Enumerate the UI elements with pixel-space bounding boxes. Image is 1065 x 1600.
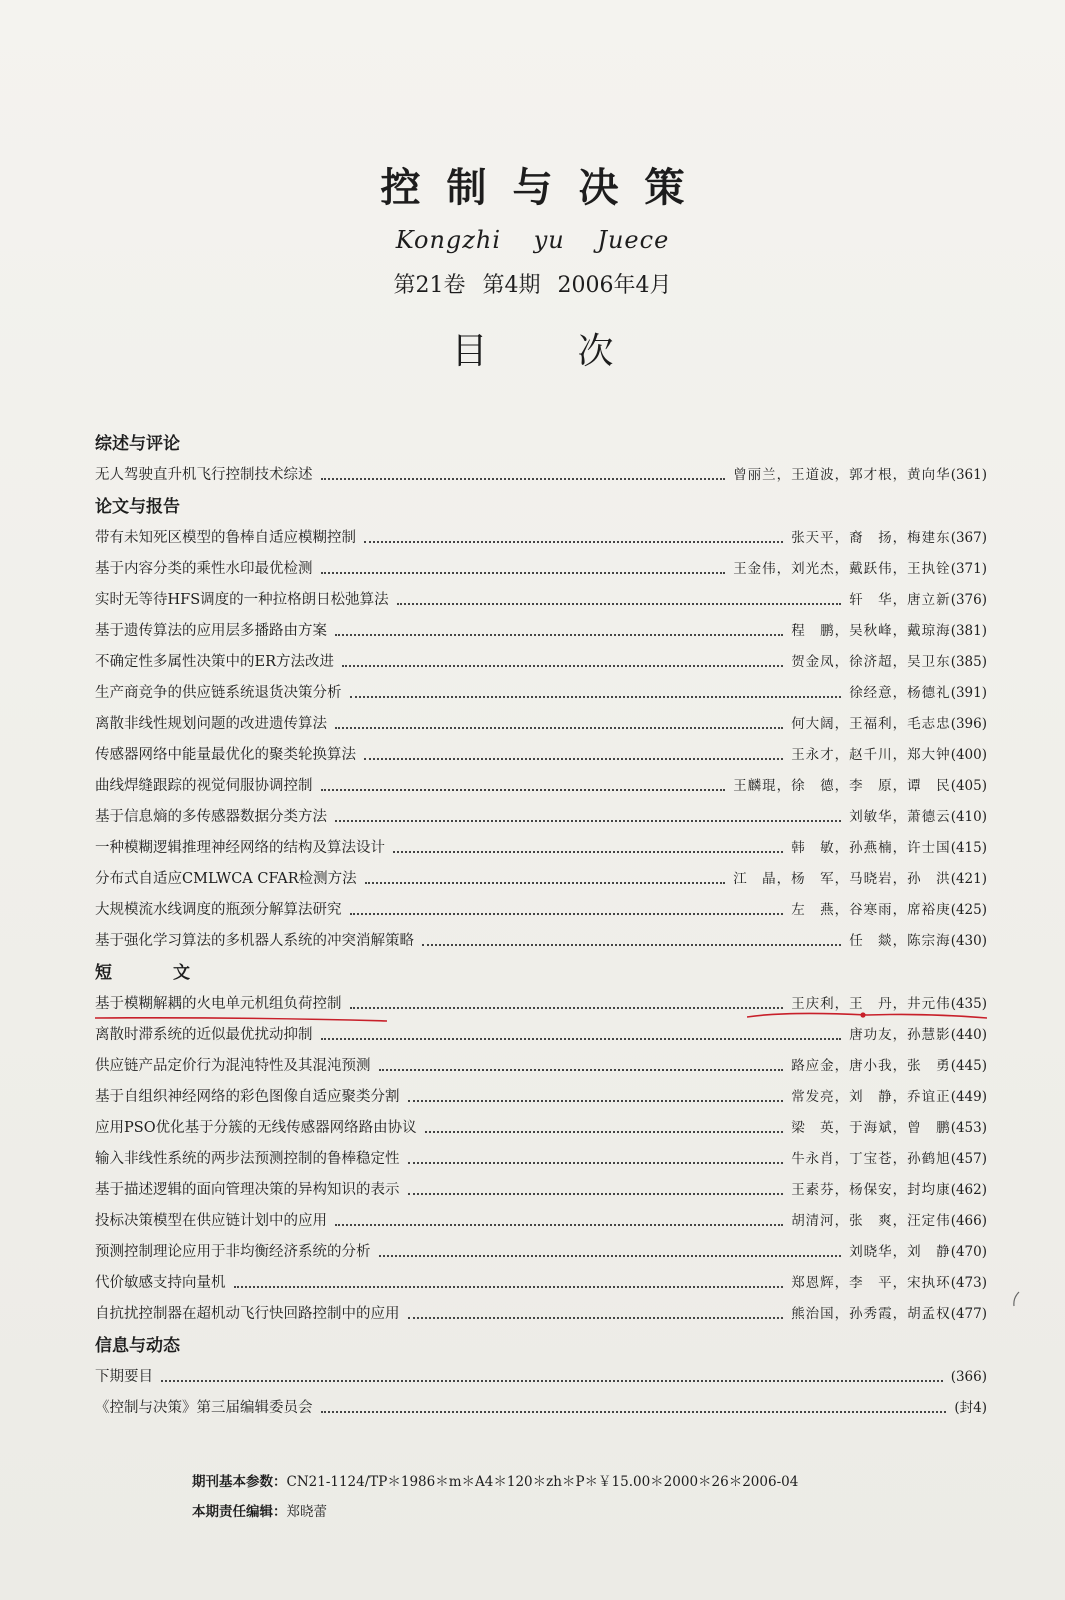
entry-page: (457) bbox=[950, 1151, 987, 1167]
entry-authors: 刘敏华，萧德云 bbox=[849, 809, 951, 825]
entry-authors: 徐经意，杨德礼 bbox=[849, 685, 951, 701]
section-heading: 短 文 bbox=[95, 963, 212, 983]
entry-title: 基于内容分类的乘性水印最优检测 bbox=[95, 561, 313, 577]
toc-entry[interactable] bbox=[95, 1020, 987, 1051]
toc-entry[interactable] bbox=[95, 523, 987, 554]
entry-title: 下期要目 bbox=[95, 1369, 153, 1385]
toc-entry[interactable] bbox=[95, 616, 987, 647]
entry-authors: 任 燚，陈宗海 bbox=[849, 933, 951, 949]
entry-page: (449) bbox=[950, 1089, 987, 1105]
dot-leader bbox=[335, 634, 783, 636]
toc-entry[interactable] bbox=[95, 647, 987, 678]
entry-authors: 王永才，赵千川，郑大钟 bbox=[791, 747, 951, 763]
entry-authors: 程 鹏，吴秋峰，戴琼海 bbox=[791, 623, 951, 639]
entry-title: 《控制与决策》第三届编辑委员会 bbox=[95, 1400, 313, 1416]
entry-authors: 贺金凤，徐济超，吴卫东 bbox=[791, 654, 951, 670]
toc-entry[interactable] bbox=[95, 864, 987, 895]
toc-entry[interactable] bbox=[95, 1362, 987, 1393]
params-value: CN21-1124/TP＊1986＊m＊A4＊120＊zh＊P＊￥15.00＊2000＊26＊2006-04 bbox=[286, 1474, 799, 1490]
entry-authors: 曾丽兰，王道波，郭才根，黄向华 bbox=[733, 467, 951, 483]
entry-authors: 王素芬，杨保安，封均康 bbox=[791, 1182, 951, 1198]
entry-title: 分布式自适应CMLWCA CFAR检测方法 bbox=[95, 871, 357, 887]
entry-title: 基于遗传算法的应用层多播路由方案 bbox=[95, 623, 327, 639]
entry-page: (466) bbox=[950, 1213, 987, 1229]
entry-title: 不确定性多属性决策中的ER方法改进 bbox=[95, 654, 335, 670]
entry-title: 实时无等待HFS调度的一种拉格朗日松弛算法 bbox=[95, 592, 389, 608]
entry-authors: 王庆利，王 丹，井元伟 bbox=[791, 996, 951, 1012]
entry-authors: 常发亮，刘 静，乔谊正 bbox=[791, 1089, 951, 1105]
entry-page: (376) bbox=[950, 592, 987, 608]
dot-leader bbox=[335, 820, 841, 822]
entry-title: 自抗扰控制器在超机动飞行快回路控制中的应用 bbox=[95, 1306, 400, 1322]
table-of-contents bbox=[95, 428, 987, 1424]
entry-title: 离散非线性规划问题的改进遗传算法 bbox=[95, 716, 327, 732]
entry-page: (381) bbox=[950, 623, 987, 639]
entry-page: (453) bbox=[950, 1120, 987, 1136]
dot-leader bbox=[425, 1131, 784, 1133]
toc-entry[interactable] bbox=[95, 460, 987, 491]
toc-entry[interactable] bbox=[95, 1393, 987, 1424]
entry-page: (462) bbox=[950, 1182, 987, 1198]
entry-authors: 张天平，裔 扬，梅建东 bbox=[791, 530, 951, 546]
toc-entry[interactable] bbox=[95, 1144, 987, 1175]
dot-leader bbox=[422, 944, 841, 946]
dot-leader bbox=[379, 1255, 842, 1257]
section-heading: 综述与评论 bbox=[95, 434, 180, 454]
entry-title: 应用PSO优化基于分簇的无线传感器网络路由协议 bbox=[95, 1120, 417, 1136]
dot-leader bbox=[350, 913, 784, 915]
entry-page: (封4) bbox=[954, 1400, 987, 1416]
entry-page: (405) bbox=[950, 778, 987, 794]
toc-entry[interactable] bbox=[95, 554, 987, 585]
entry-title: 基于自组织神经网络的彩色图像自适应聚类分割 bbox=[95, 1089, 400, 1105]
journal-title: 控制与决策 bbox=[380, 164, 711, 211]
entry-authors: 路应金，唐小我，张 勇 bbox=[791, 1058, 951, 1074]
entry-page: (477) bbox=[950, 1306, 987, 1322]
entry-page: (391) bbox=[950, 685, 987, 701]
entry-authors: 郑恩辉，李 平，宋执环 bbox=[791, 1275, 951, 1291]
entry-title: 生产商竞争的供应链系统退货决策分析 bbox=[95, 685, 342, 701]
entry-page: (385) bbox=[950, 654, 987, 670]
dot-leader bbox=[408, 1100, 784, 1102]
entry-authors: 轩 华，唐立新 bbox=[849, 592, 951, 608]
entry-page: (366) bbox=[950, 1369, 987, 1385]
entry-page: (415) bbox=[950, 840, 987, 856]
toc-heading: 目次 bbox=[451, 331, 704, 372]
entry-title: 预测控制理论应用于非均衡经济系统的分析 bbox=[95, 1244, 371, 1260]
paper-mark-icon bbox=[1011, 1290, 1021, 1308]
entry-page: (396) bbox=[950, 716, 987, 732]
entry-page: (435) bbox=[950, 996, 987, 1012]
entry-title: 基于强化学习算法的多机器人系统的冲突消解策略 bbox=[95, 933, 414, 949]
entry-page: (400) bbox=[950, 747, 987, 763]
toc-entry[interactable] bbox=[95, 1268, 987, 1299]
toc-entry[interactable] bbox=[95, 926, 987, 957]
editor-label: 本期责任编辑： bbox=[192, 1504, 287, 1520]
dot-leader bbox=[342, 665, 783, 667]
entry-title: 基于信息熵的多传感器数据分类方法 bbox=[95, 809, 327, 825]
toc-entry[interactable] bbox=[95, 585, 987, 616]
toc-entry[interactable] bbox=[95, 1299, 987, 1330]
toc-entry[interactable] bbox=[95, 1113, 987, 1144]
dot-leader bbox=[350, 1007, 784, 1009]
journal-params bbox=[192, 1467, 798, 1497]
entry-authors: 左 燕，谷寒雨，席裕庚 bbox=[791, 902, 951, 918]
entry-page: (430) bbox=[950, 933, 987, 949]
toc-entry[interactable] bbox=[95, 771, 987, 802]
toc-entry[interactable] bbox=[95, 1237, 987, 1268]
dot-leader bbox=[350, 696, 842, 698]
dot-leader bbox=[379, 1069, 784, 1071]
entry-title: 投标决策模型在供应链计划中的应用 bbox=[95, 1213, 327, 1229]
entry-page: (425) bbox=[950, 902, 987, 918]
dot-leader bbox=[364, 541, 783, 543]
dot-leader bbox=[364, 758, 783, 760]
entry-authors: 韩 敏，孙燕楠，许士国 bbox=[791, 840, 951, 856]
dot-leader bbox=[161, 1380, 943, 1382]
dot-leader bbox=[408, 1193, 784, 1195]
entry-page: (421) bbox=[950, 871, 987, 887]
journal-title-pinyin: Kongzhi yu Juece bbox=[395, 226, 670, 254]
entry-title: 无人驾驶直升机飞行控制技术综述 bbox=[95, 467, 313, 483]
editor-value: 郑晓蕾 bbox=[286, 1504, 327, 1520]
entry-authors: 刘晓华，刘 静 bbox=[849, 1244, 951, 1260]
dot-leader bbox=[393, 851, 783, 853]
entry-page: (367) bbox=[950, 530, 987, 546]
dot-leader bbox=[397, 603, 842, 605]
toc-entry[interactable] bbox=[95, 802, 987, 833]
entry-page: (470) bbox=[950, 1244, 987, 1260]
toc-entry[interactable] bbox=[95, 1206, 987, 1237]
dot-leader bbox=[335, 1224, 783, 1226]
entry-authors: 熊治国，孙秀霞，胡孟权 bbox=[791, 1306, 951, 1322]
entry-page: (371) bbox=[950, 561, 987, 577]
dot-leader bbox=[321, 478, 726, 480]
dot-leader bbox=[408, 1162, 784, 1164]
entry-title: 曲线焊缝跟踪的视觉伺服协调控制 bbox=[95, 778, 313, 794]
entry-title: 输入非线性系统的两步法预测控制的鲁棒稳定性 bbox=[95, 1151, 400, 1167]
toc-entry[interactable] bbox=[95, 1175, 987, 1206]
entry-title: 大规模流水线调度的瓶颈分解算法研究 bbox=[95, 902, 342, 918]
dot-leader bbox=[408, 1317, 784, 1319]
dot-leader bbox=[335, 727, 783, 729]
entry-title: 离散时滞系统的近似最优扰动抑制 bbox=[95, 1027, 313, 1043]
editor-line bbox=[192, 1497, 798, 1527]
entry-page: (361) bbox=[950, 467, 987, 483]
params-label: 期刊基本参数： bbox=[192, 1474, 287, 1490]
section-heading: 信息与动态 bbox=[95, 1336, 180, 1356]
entry-authors: 江 晶，杨 军，马晓岩，孙 洪 bbox=[733, 871, 951, 887]
dot-leader bbox=[321, 1411, 947, 1413]
dot-leader bbox=[321, 1038, 842, 1040]
dot-leader bbox=[321, 572, 726, 574]
entry-title: 代价敏感支持向量机 bbox=[95, 1275, 226, 1291]
dot-leader bbox=[234, 1286, 784, 1288]
entry-title: 供应链产品定价行为混沌特性及其混沌预测 bbox=[95, 1058, 371, 1074]
entry-page: (410) bbox=[950, 809, 987, 825]
entry-authors: 王麟琨，徐 德，李 原，谭 民 bbox=[733, 778, 951, 794]
section-heading: 论文与报告 bbox=[95, 497, 180, 517]
toc-entry[interactable] bbox=[95, 1051, 987, 1082]
entry-page: (440) bbox=[950, 1027, 987, 1043]
toc-entry[interactable] bbox=[95, 895, 987, 926]
entry-authors: 梁 英，于海斌，曾 鹏 bbox=[791, 1120, 951, 1136]
issue-info: 第21卷 第4期 2006年4月 bbox=[393, 273, 672, 298]
entry-title: 带有未知死区模型的鲁棒自适应模糊控制 bbox=[95, 530, 356, 546]
entry-page: (473) bbox=[950, 1275, 987, 1291]
entry-title: 一种模糊逻辑推理神经网络的结构及算法设计 bbox=[95, 840, 385, 856]
entry-authors: 王金伟，刘光杰，戴跃伟，王执铨 bbox=[733, 561, 951, 577]
toc-entry[interactable] bbox=[95, 740, 987, 771]
toc-entry[interactable] bbox=[95, 709, 987, 740]
journal-header bbox=[0, 160, 1065, 374]
entry-authors: 胡清河，张 爽，汪定伟 bbox=[791, 1213, 951, 1229]
footer bbox=[192, 1467, 798, 1527]
entry-page: (445) bbox=[950, 1058, 987, 1074]
entry-authors: 何大阔，王福利，毛志忠 bbox=[791, 716, 951, 732]
entry-authors: 唐功友，孙慧影 bbox=[849, 1027, 951, 1043]
entry-title: 基于模糊解耦的火电单元机组负荷控制 bbox=[95, 996, 342, 1012]
entry-title: 基于描述逻辑的面向管理决策的异构知识的表示 bbox=[95, 1182, 400, 1198]
toc-entry[interactable] bbox=[95, 989, 987, 1020]
toc-entry[interactable] bbox=[95, 1082, 987, 1113]
dot-leader bbox=[321, 789, 726, 791]
toc-entry[interactable] bbox=[95, 678, 987, 709]
dot-leader bbox=[365, 882, 726, 884]
entry-title: 传感器网络中能量最优化的聚类轮换算法 bbox=[95, 747, 356, 763]
entry-authors: 牛永肖，丁宝苍，孙鹤旭 bbox=[791, 1151, 951, 1167]
toc-entry[interactable] bbox=[95, 833, 987, 864]
